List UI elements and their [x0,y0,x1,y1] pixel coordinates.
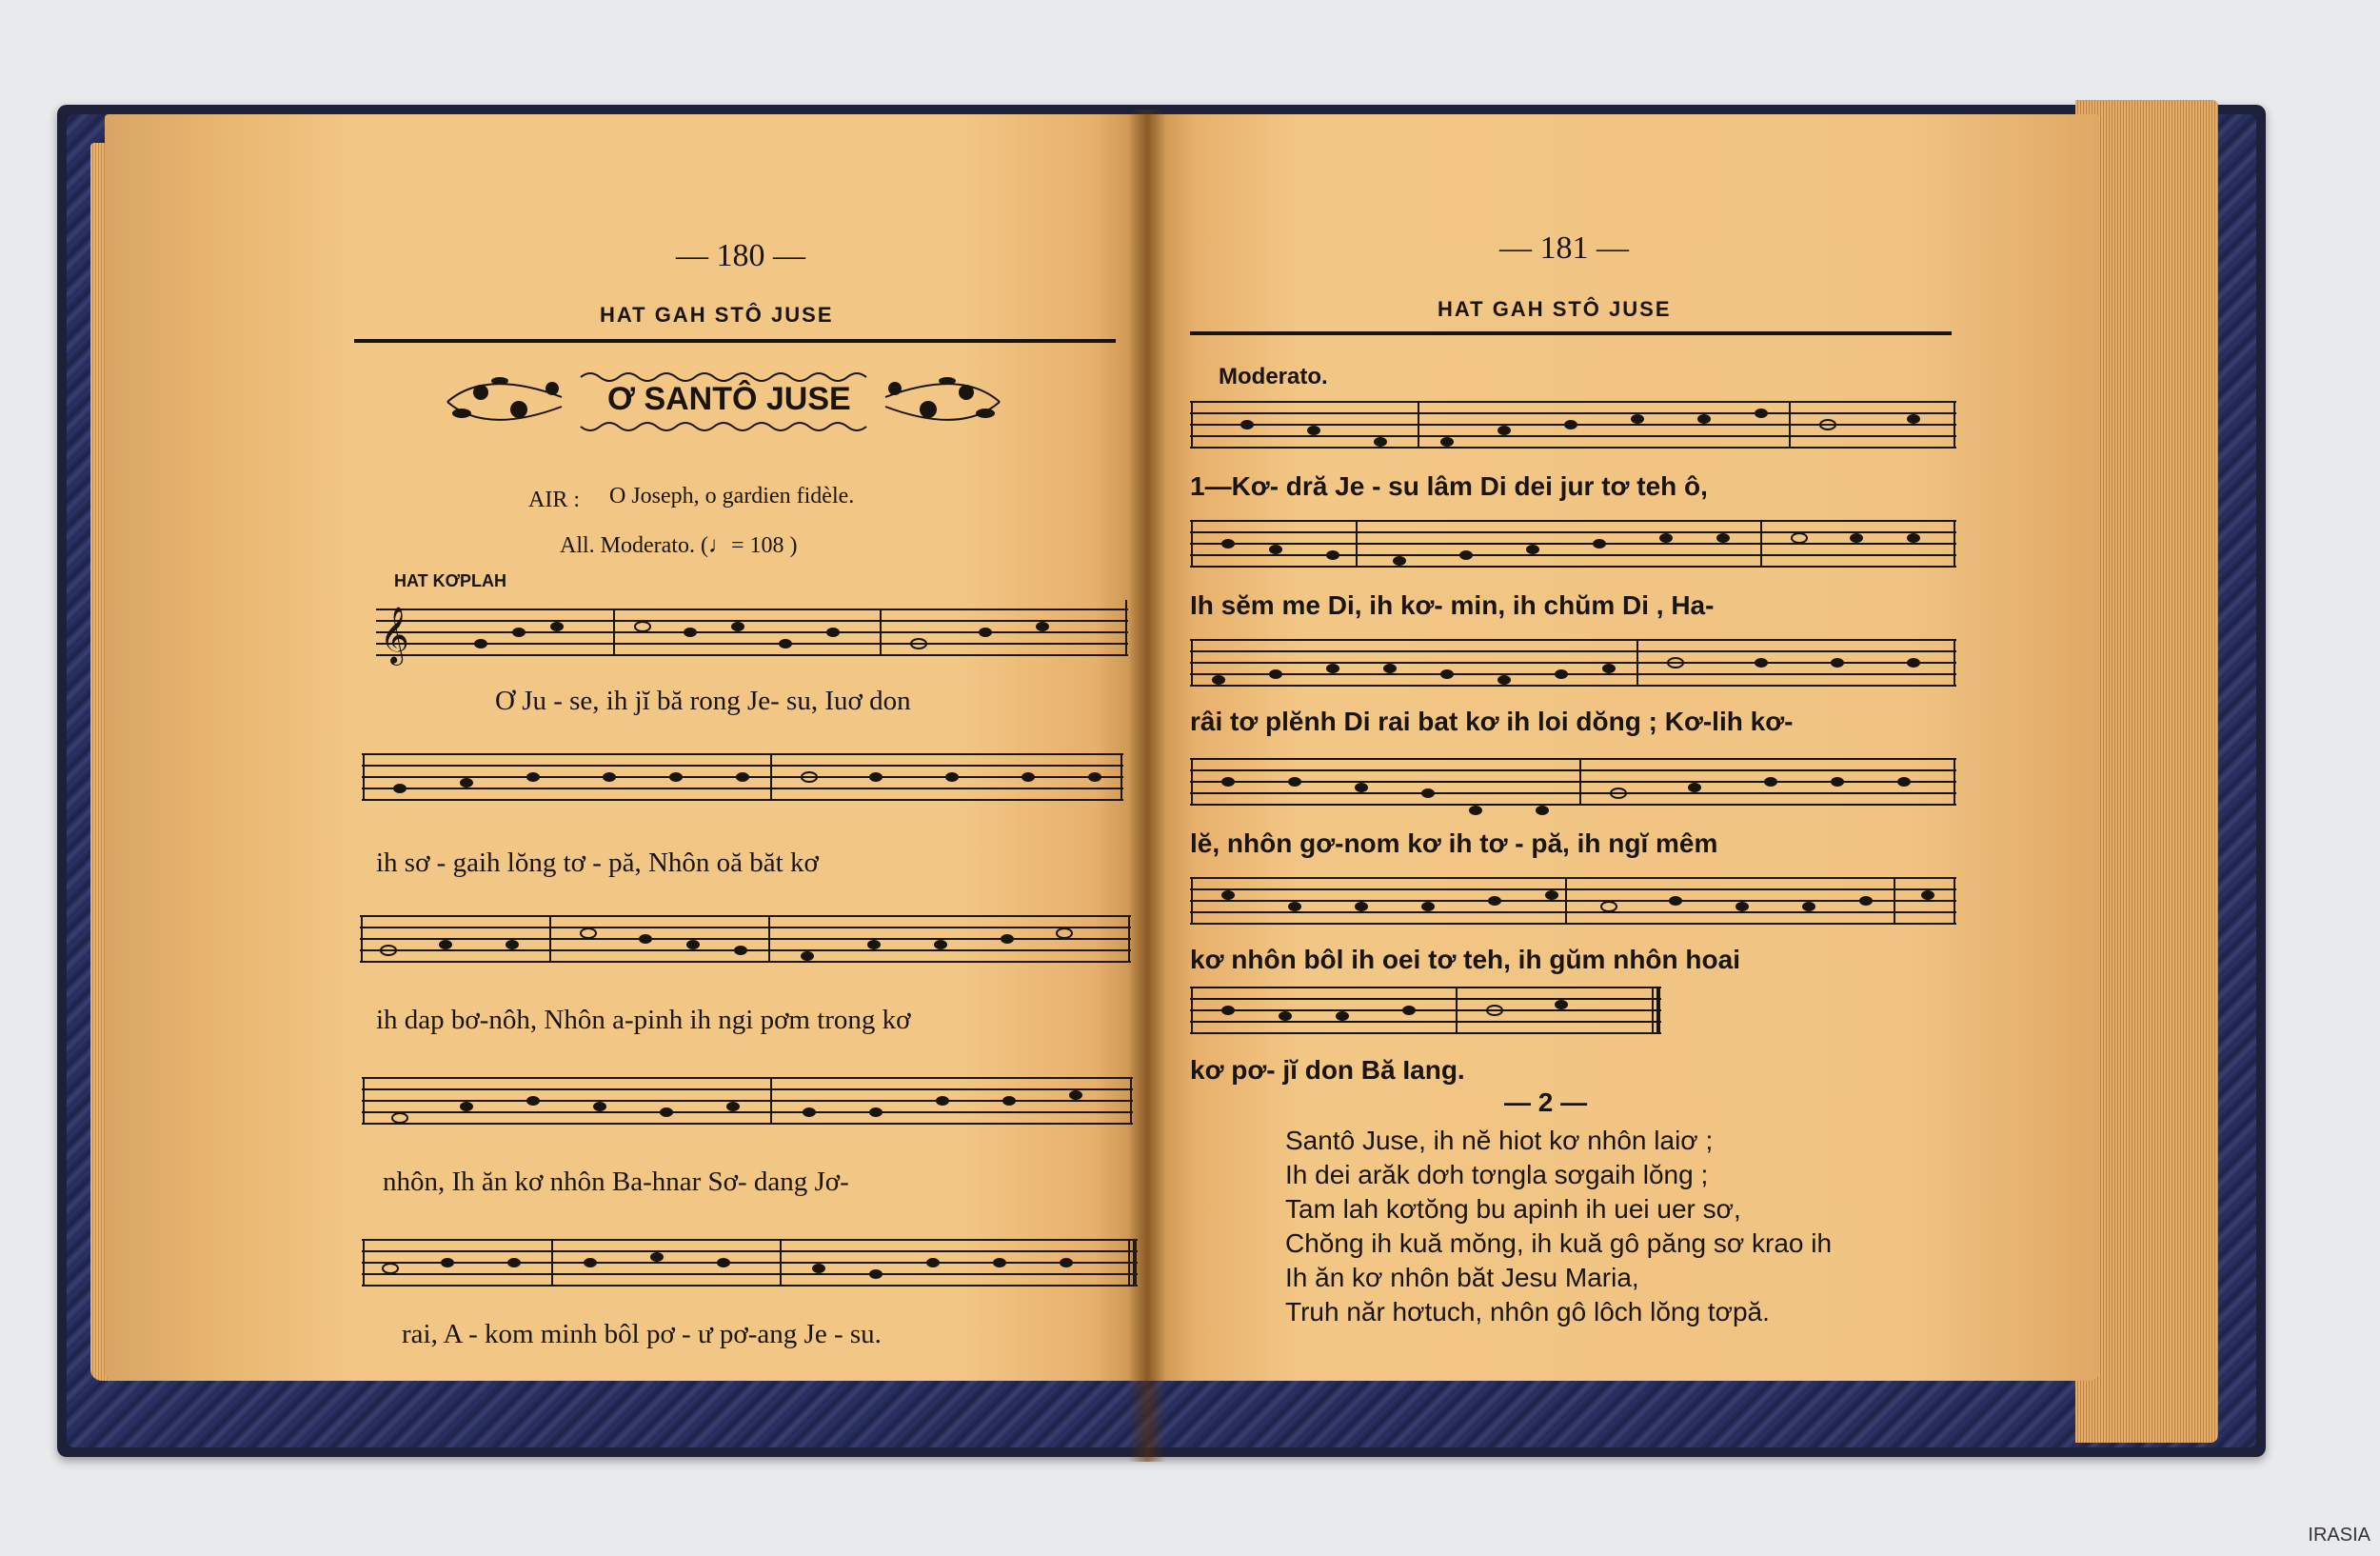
verse-line: Santô Juse, ih nĕ hiot kơ nhôn laiơ ; [1285,1126,1714,1155]
verse-line: Truh năr hơtuch, nhôn gô lôch lŏng tơpă. [1285,1297,1770,1327]
music-staff-left-5 [362,1228,1138,1305]
verse-line: Ih ăn kơ nhôn băt Jesu Maria, [1285,1263,1639,1292]
music-staff-right-5 [1190,867,1956,943]
lyric-line-left-3: ih dap bơ-nôh, Nhôn a-pinh ih ngi pơm trong kơ [376,1005,911,1035]
song-title-ornament [438,364,1009,440]
lyric-line-left-2: ih sơ - gaih lŏng tơ - pă, Nhôn oă băt kơ [376,848,819,878]
lyric-line-left-1: Ơ Ju - se, ih jĭ bă rong Je- su, Iuơ don [495,686,911,716]
page-number-right: — 181 — [1499,230,1629,266]
music-staff-right-6 [1190,976,1661,1052]
tempo-marking-left: All. Moderato. (♩= 108 ) [560,533,798,558]
running-head-right: HAT GAH STÔ JUSE [1438,297,1672,321]
verse-number: — 2 — [1504,1087,1588,1117]
song-title: Ơ SANTÔ JUSE [607,381,851,417]
watermark: IRASIA [2308,1525,2370,1546]
lyric-line-right-4: lĕ, nhôn gơ-nom kơ ih tơ - pă, ih ngĭ mêm [1190,828,1718,858]
verse-2-text [1285,1124,1952,1329]
voice-label: HAT KƠPLAH [394,571,507,590]
running-head-left: HAT GAH STÔ JUSE [600,303,834,327]
air-label: AIR : [528,488,580,512]
music-staff-right-4 [1190,748,1956,824]
lyric-line-right-5: kơ nhôn bôl ih oei tơ teh, ih gŭm nhôn hoai [1190,945,1740,974]
svg-text:𝄞: 𝄞 [380,607,409,664]
verse-line: Tam lah kơtŏng bu apinh ih uei uer sơ, [1285,1194,1741,1224]
music-staff-left-3 [360,905,1131,981]
lyric-line-right-6: kơ pơ- jĭ don Bă Iang. [1190,1055,1465,1085]
left-page [105,114,1152,1381]
music-staff-right-2 [1190,509,1956,586]
air-value: O Joseph, o gardien fidèle. [609,484,855,509]
music-staff-left-4 [362,1067,1133,1143]
music-staff-right-1 [1190,390,1956,467]
music-staff-left-1 [376,590,1128,676]
header-rule-left [354,339,1116,343]
lyric-line-right-1: 1—Kơ- dră Je - su lâm Di dei jur tơ teh ô, [1190,471,1708,501]
music-staff-right-3 [1190,628,1956,705]
right-page [1147,114,2099,1381]
lyric-line-left-5: rai, A - kom minh bôl pơ - ư pơ-ang Je - su. [402,1319,882,1349]
book-gutter-shadow [1128,110,1166,1462]
verse-line: Ih dei arăk dơh tơngla sơgaih lŏng ; [1285,1160,1709,1189]
tempo-marking-right: Moderato. [1219,364,1328,389]
verse-line: Chŏng ih kuă mŏng, ih kuă gô păng sơ krao ih [1285,1228,1833,1258]
page-number-left: — 180 — [676,238,805,273]
lyric-line-right-3: râi tơ plĕnh Di rai bat kơ ih loi dŏng ; Kơ-lih kơ- [1190,707,1794,736]
header-rule-right [1190,331,1952,335]
music-staff-left-2 [362,743,1123,819]
lyric-line-left-4: nhôn, Ih ăn kơ nhôn Ba-hnar Sơ- dang Jơ- [383,1167,849,1197]
lyric-line-right-2: Ih sĕm me Di, ih kơ- min, ih chŭm Di , Ha- [1190,590,1715,620]
